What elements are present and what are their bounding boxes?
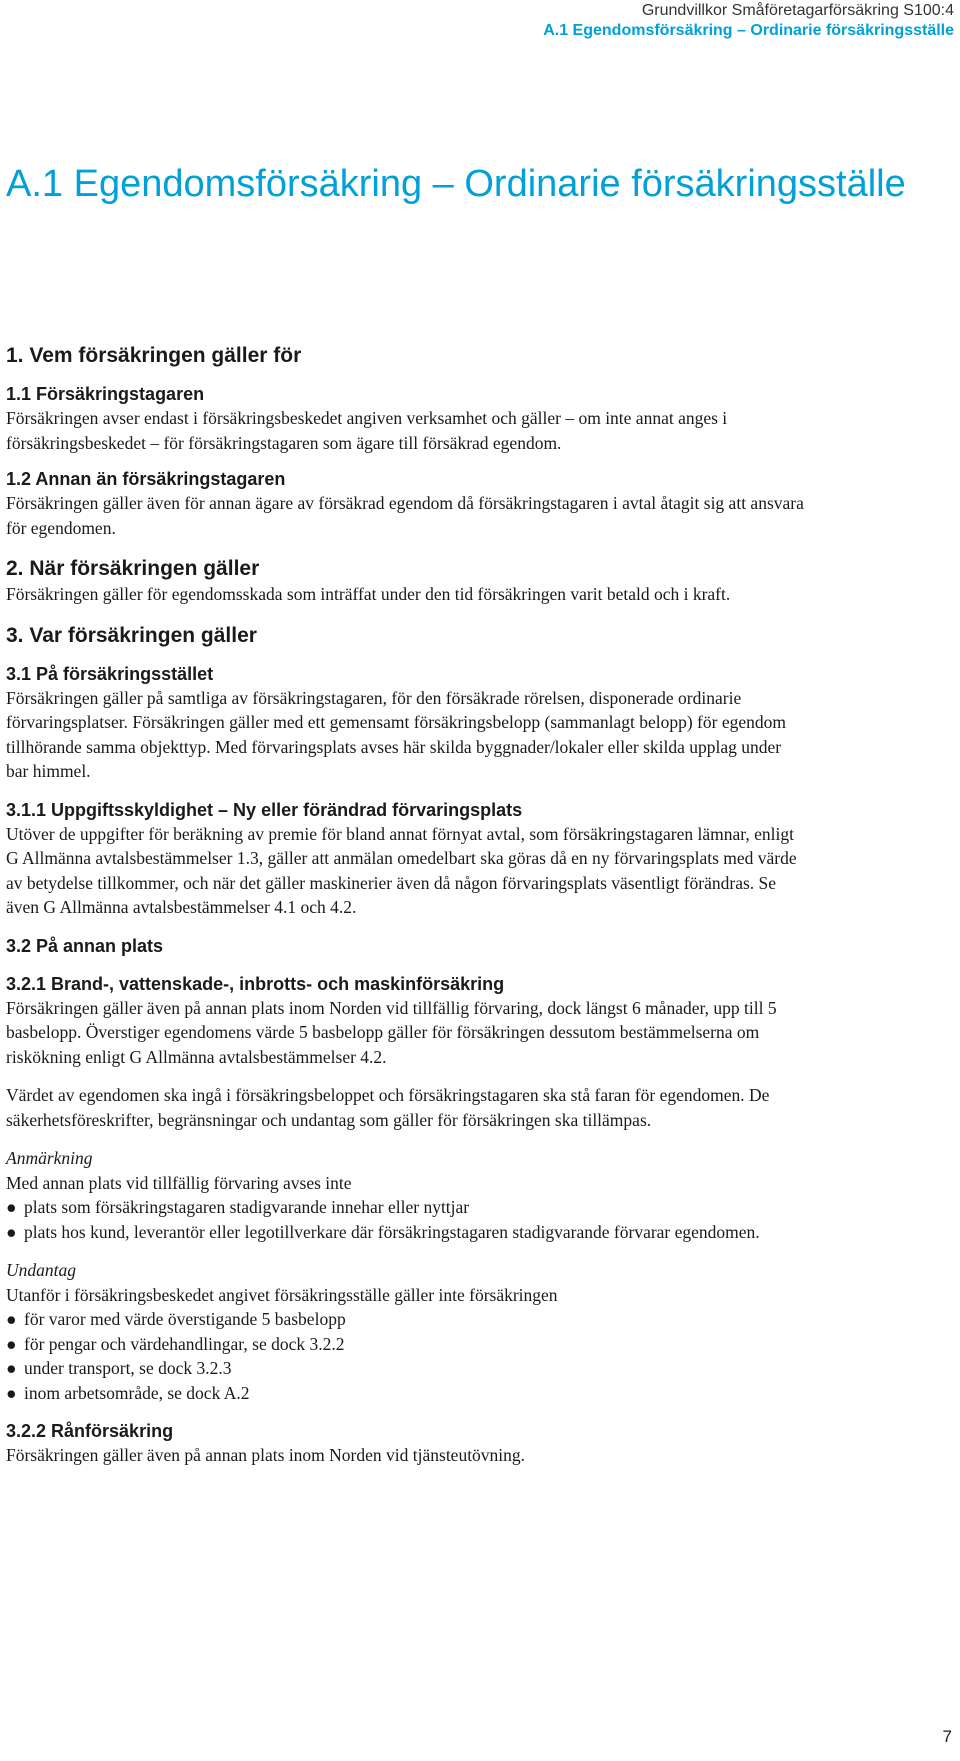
list-item-text: för varor med värde överstigande 5 basbelopp [24, 1309, 346, 1329]
section-3-2-1-heading: 3.2.1 Brand-, vattenskade-, inbrotts- och maskinförsäkring [6, 973, 505, 994]
section-3-1-1-text: Utöver de uppgifter för beräkning av premie för bland annat förnyat avtal, som försäkringstagaren lämnar, enligt G Allmänna avtalsbestämmelser 1.3, gäller att anmälan omedelbart ska göras då en ny förvaringsplats med värde av betydelse tillkommer, och när det gäller maskinerier även då någon förvaringsplats väsentligt förändras. Se även G Allmänna avtalsbestämmelser 4.1 och 4.2. [6, 823, 797, 917]
list-item [6, 1220, 806, 1245]
section-3-2-1-text: Försäkringen gäller även på annan plats inom Norden vid tillfällig förvaring, dock längst 6 månader, upp till 5 basbelopp. Överstiger egendomens värde 5 basbelopp gäller för försäkringen dessutom bestämmelserna om riskökning enligt G Allmänna avtalsbestämmelser 4.2. [6, 997, 777, 1067]
section-1-2-text: Försäkringen gäller även för annan ägare av försäkrad egendom då försäkringstagaren i avtal åtagit sig att ansvara för egendomen. [6, 493, 804, 538]
running-header-doc-title: Grundvillkor Småföretagarförsäkring S100:4 [641, 2, 954, 19]
list-item-text: plats hos kund, leverantör eller legotillverkare där försäkringstagaren stadigvarande förvarar egendomen. [24, 1221, 760, 1242]
section-2-heading: 2. När försäkringen gäller [6, 557, 260, 580]
note-label: Anmärkning [6, 1148, 93, 1168]
page-number: 7 [942, 1727, 952, 1746]
list-item [6, 1381, 806, 1406]
section-3-2-heading: 3.2 På annan plats [6, 935, 164, 956]
page-title: A.1 Egendomsförsäkring – Ordinarie försäkringsställe [6, 163, 906, 205]
section-3-1-heading: 3.1 På försäkringsstället [6, 663, 214, 684]
bullet-icon: ● [6, 1333, 17, 1354]
list-item-text: plats som försäkringstagaren stadigvarande innehar eller nyttjar [24, 1197, 470, 1217]
section-2-text: Försäkringen gäller för egendomsskada som inträffat under den tid försäkringen varit betald och i kraft. [6, 584, 731, 604]
section-1-2-heading: 1.2 Annan än försäkringstagaren [6, 469, 286, 489]
section-1-1-text: Försäkringen avser endast i försäkringsbeskedet angiven verksamhet och gäller – om inte annat anges i försäkringsbeskedet – för försäkringstagaren som ägare till försäkrad egendom. [6, 408, 728, 453]
note-intro: Med annan plats vid tillfällig förvaring avses inte [6, 1172, 352, 1193]
list-item-text: inom arbetsområde, se dock A.2 [24, 1382, 250, 1403]
section-3-1-text: Försäkringen gäller på samtliga av försäkringstagaren, för den försäkrade rörelsen, disponerade ordinarie förvaringsplatser. Försäkringen gäller med ett gemensamt försäkringsbelopp (sammanlagt belopp) för egendom tillhörande samma objekttyp. Med förvaringsplats avses här skilda byggnader/lokaler eller skilda upplag under bar himmel. [6, 687, 786, 781]
list-item [6, 1307, 806, 1332]
section-1-1-heading: 1.1 Försäkringstagaren [6, 384, 205, 404]
running-header-section: A.1 Egendomsförsäkring – Ordinarie försäkringsställe [543, 22, 954, 39]
list-item [6, 1195, 806, 1220]
bullet-icon: ● [6, 1358, 17, 1378]
exception-label: Undantag [6, 1260, 76, 1280]
bullet-icon: ● [6, 1221, 17, 1242]
document-body [6, 343, 806, 1468]
list-item-text: för pengar och värdehandlingar, se dock 3.2.2 [24, 1333, 345, 1354]
bullet-icon: ● [6, 1382, 17, 1403]
bullet-icon: ● [6, 1197, 17, 1217]
list-item-text: under transport, se dock 3.2.3 [24, 1358, 232, 1378]
bullet-icon: ● [6, 1309, 17, 1329]
section-1-heading: 1. Vem försäkringen gäller för [6, 344, 302, 367]
section-3-1-1-heading: 3.1.1 Uppgiftsskyldighet – Ny eller förändrad förvaringsplats [6, 799, 523, 820]
exception-intro: Utanför i försäkringsbeskedet angivet försäkringsställe gäller inte försäkringen [6, 1284, 558, 1305]
section-3-2-1-text-2: Värdet av egendomen ska ingå i försäkringsbeloppet och försäkringstagaren ska stå faran för egendomen. De säkerhetsföreskrifter, begränsningar och undantag som gäller för försäkringen ska tillämpas. [6, 1085, 770, 1130]
list-item [6, 1332, 806, 1357]
section-3-heading: 3. Var försäkringen gäller [6, 623, 257, 647]
section-3-2-2-heading: 3.2.2 Rånförsäkring [6, 1421, 174, 1441]
list-item [6, 1356, 806, 1381]
section-3-2-2-text: Försäkringen gäller även på annan plats inom Norden vid tjänsteutövning. [6, 1445, 526, 1465]
